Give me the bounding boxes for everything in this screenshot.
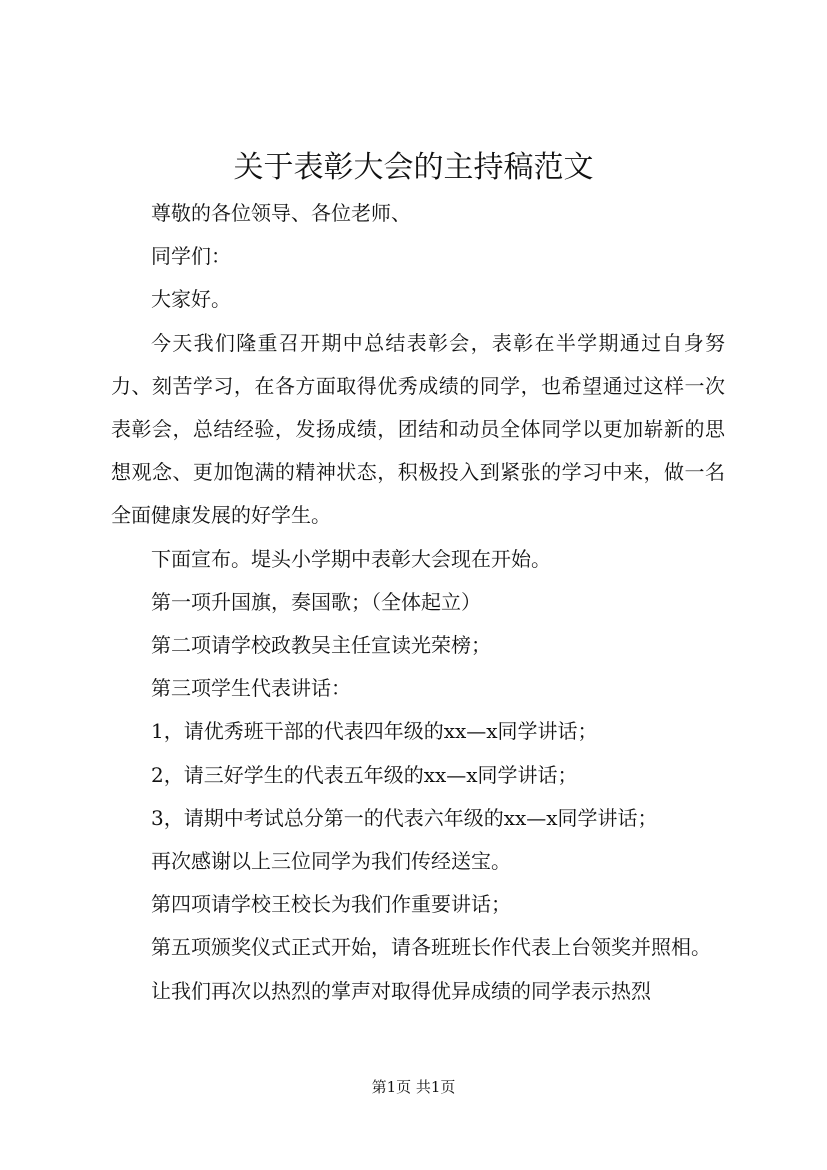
paragraph: 3，请期中考试总分第一的代表六年级的xx—x同学讲话；: [151, 805, 658, 830]
paragraph: 第四项请学校王校长为我们作重要讲话；: [151, 892, 511, 917]
paragraph: 大家好。: [151, 287, 231, 312]
paragraph: 1，请优秀班干部的代表四年级的xx—x同学讲话；: [151, 719, 598, 744]
paragraph: 第三项学生代表讲话：: [151, 676, 351, 701]
paragraph: 今天我们隆重召开期中总结表彰会，表彰在半学期通过自身努力、刻苦学习，在各方面取得优秀成绩的同学，也希望通过这样一次表彰会，总结经验，发扬成绩，团结和动员全体同学以更加崭新的思想观念、更加饱满的精神状态，积极投入到紧张的学习中来，做一名全面健康发展的好学生。: [111, 330, 725, 528]
paragraph: 2，请三好学生的代表五年级的xx—x同学讲话；: [151, 762, 578, 787]
paragraph: 第一项升国旗，奏国歌；（全体起立）: [151, 589, 481, 614]
page-footer: 第1页 共1页: [371, 1078, 456, 1096]
paragraph: 再次感谢以上三位同学为我们传经送宝。: [151, 849, 511, 874]
document-title: 关于表彰大会的主持稿范文: [233, 150, 594, 185]
paragraph: 让我们再次以热烈的掌声对取得优异成绩的同学表示热烈: [151, 978, 651, 1003]
paragraph: 第二项请学校政教吴主任宣读光荣榜；: [151, 633, 491, 658]
document-body: [111, 192, 725, 1013]
paragraph: 尊敬的各位领导、各位老师、: [151, 201, 411, 225]
paragraph: 下面宣布。堤头小学期中表彰大会现在开始。: [151, 546, 551, 571]
paragraph: 同学们：: [151, 244, 231, 269]
paragraph: 第五项颁奖仪式正式开始，请各班班长作代表上台领奖并照相。: [151, 935, 711, 960]
